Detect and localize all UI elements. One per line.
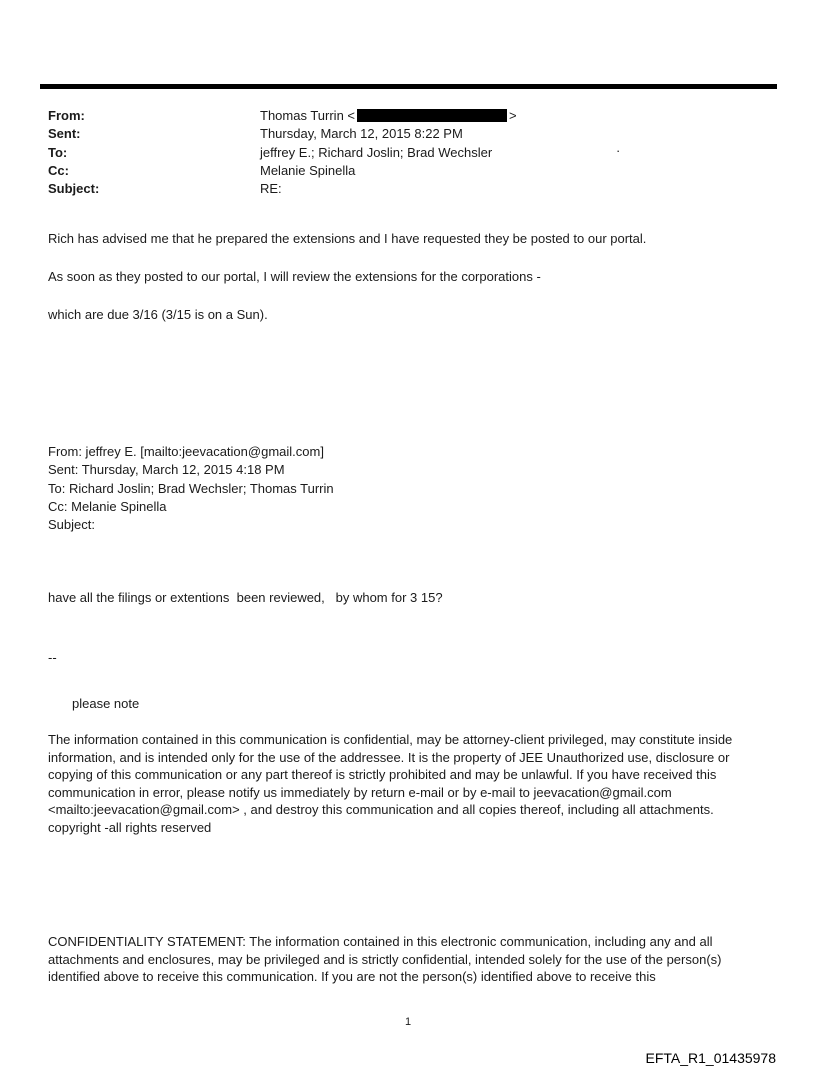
header-row-from bbox=[48, 107, 776, 125]
quoted-subject-line: Subject: bbox=[48, 517, 95, 533]
redaction-box bbox=[357, 109, 507, 122]
quoted-to-line: To: Richard Joslin; Brad Wechsler; Thomas Turrin bbox=[48, 480, 334, 496]
quoted-cc-line: Cc: Melanie Spinella bbox=[48, 498, 167, 514]
header-row-sent bbox=[48, 125, 776, 143]
sent-label: Sent: bbox=[48, 126, 81, 142]
please-note-heading: please note bbox=[72, 696, 140, 711]
header-row-to bbox=[48, 144, 776, 162]
from-label: From: bbox=[48, 108, 85, 123]
from-value bbox=[260, 107, 776, 125]
cc-label: Cc: bbox=[48, 162, 69, 178]
to-value: jeffrey E.; Richard Joslin; Brad Wechsler bbox=[260, 144, 493, 160]
bates-number: EFTA_R1_01435978 bbox=[645, 1050, 776, 1066]
signature-dashes: -- bbox=[48, 650, 57, 665]
quoted-question-text: have all the filings or extentions been reviewed, by whom for 3 15? bbox=[48, 590, 443, 605]
email-disclaimer-text: The information contained in this communication is confidential, may be attorney-client privileged, may constitute inside information, and is intended only for the use of the addressee. It is the property of JEE Unauthorized use, disclosure or copying of this communication or any part thereof is strictly prohibited and may be unlawful. If you have received this communication in error, please notify us immediately by return e-mail or by e-mail to jeevacation@gmail.com <mailto:jeevacation@gmail.com> , and destroy this communication and all copies thereof, including all attachments. copyright -all rights reserved bbox=[48, 732, 733, 835]
quoted-from-line: From: jeffrey E. [mailto:jeevacation@gmail.com] bbox=[48, 444, 324, 459]
email-header bbox=[48, 107, 776, 198]
stray-dot-mark: · bbox=[616, 143, 621, 158]
header-row-subject bbox=[48, 180, 776, 198]
subject-value: RE: bbox=[260, 181, 282, 197]
quoted-sent-line: Sent: Thursday, March 12, 2015 4:18 PM bbox=[48, 462, 285, 478]
header-row-cc bbox=[48, 162, 776, 180]
confidentiality-statement: CONFIDENTIALITY STATEMENT: The information contained in this electronic communication, including any and all attachments and enclosures, may be privileged and is strictly confidential, intended solely for the use of the person(s) identified above to receive this communication. If you are not the person(s) identified above to receive this bbox=[48, 934, 722, 985]
quoted-email-header bbox=[48, 443, 750, 534]
from-name: Thomas Turrin < bbox=[260, 108, 356, 123]
sent-value: Thursday, March 12, 2015 8:22 PM bbox=[260, 126, 463, 142]
page-number: 1 bbox=[404, 1016, 412, 1028]
body-paragraph-1: Rich has advised me that he prepared the extensions and I have requested they be posted to our portal. bbox=[48, 231, 647, 246]
to-label: To: bbox=[48, 144, 68, 160]
body-paragraph-3: which are due 3/16 (3/15 is on a Sun). bbox=[48, 307, 268, 322]
header-divider-rule bbox=[40, 84, 777, 89]
body-paragraph-2: As soon as they posted to our portal, I will review the extensions for the corporations - bbox=[48, 269, 541, 284]
from-close-bracket: > bbox=[509, 108, 517, 123]
cc-value: Melanie Spinella bbox=[260, 162, 356, 178]
subject-label: Subject: bbox=[48, 181, 100, 197]
